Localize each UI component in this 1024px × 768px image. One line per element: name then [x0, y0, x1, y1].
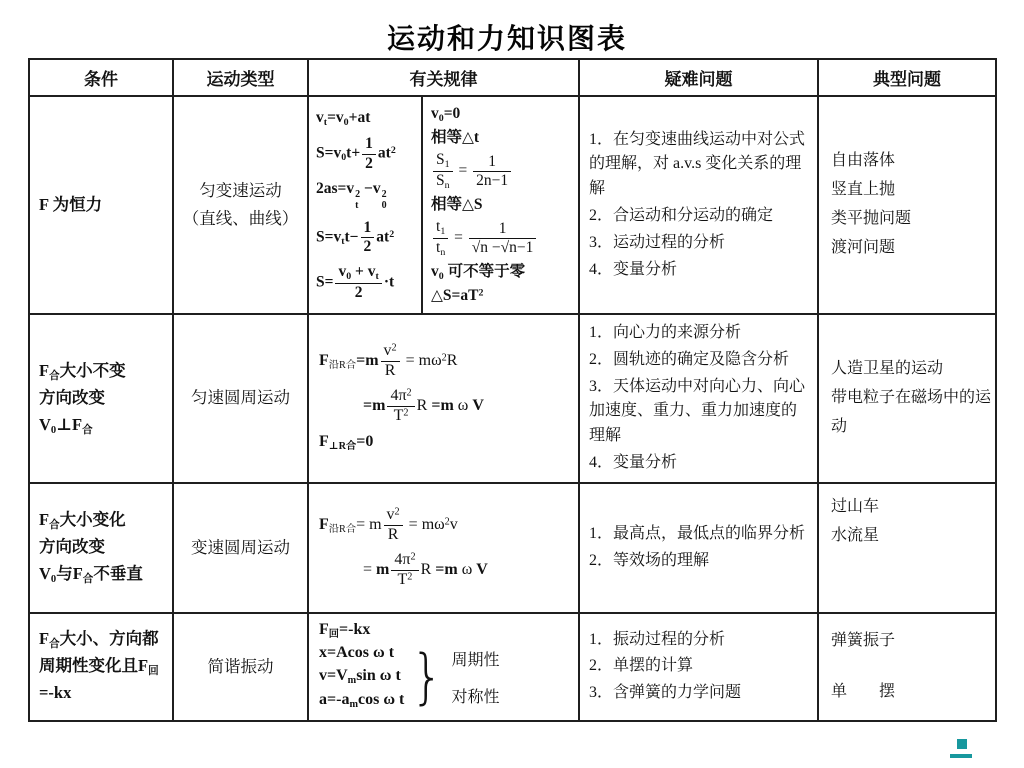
- list-item: 4．变量分析: [589, 260, 678, 278]
- cell-rules-3: [308, 483, 579, 613]
- formula-line: 相等△S: [431, 196, 483, 214]
- row-uniform-acceleration: [29, 96, 996, 314]
- row-simple-harmonic-motion: [29, 613, 996, 721]
- formula-line: $v_0$ 可不等于零: [431, 263, 526, 282]
- cell-difficult-2: [579, 314, 818, 483]
- formula-line: 相等△t: [431, 129, 480, 147]
- cell-difficult-4: [579, 613, 818, 721]
- brace-glyph: }: [411, 642, 444, 713]
- list-item: 1．最高点，最低点的临界分析: [589, 524, 806, 542]
- formula-line: =m $\frac{4\pi^2}{T^2}$ R =m ω V: [363, 386, 484, 424]
- motion-line: （直线、曲线）: [182, 209, 299, 228]
- rules-box: [309, 331, 578, 465]
- list-item: 弹簧振子: [831, 631, 896, 649]
- cell-rules-1: [308, 96, 579, 314]
- formula-group: [319, 642, 578, 713]
- condition-line: 方向改变: [39, 388, 105, 408]
- formula-line: $\frac{t_1}{t_n}$ = $\frac{1}{√n -√n-1}$: [431, 219, 576, 258]
- list-item: 渡河问题: [831, 238, 896, 256]
- formula-line: $v=V_m\sin$ ω t: [319, 667, 401, 687]
- formula-line: 2as=v 2 t −v 2 0: [316, 180, 387, 211]
- condition-line: $F_合$大小、方向都: [39, 629, 159, 651]
- condition-line: $V_0\perp F_合$: [39, 414, 93, 436]
- rules-left-column: [309, 97, 423, 313]
- cell-motion-type-1: [173, 96, 308, 314]
- formula-line: $F_{沿R合}=m$ $\frac{v^2}{R}$ = $m\omega^2R$: [319, 342, 458, 380]
- motion-line: 变速圆周运动: [191, 537, 290, 557]
- formula-line: $S=v_0t+$ $\frac{1}{2}$ $at^2$: [316, 135, 396, 172]
- cell-rules-2: [308, 314, 579, 483]
- rules-subcolumns: [309, 97, 578, 313]
- formula-line: x=Acos ω t: [319, 643, 395, 661]
- cell-rules-4: [308, 613, 579, 721]
- cell-difficult-3: [579, 483, 818, 613]
- list-item: 2．合运动和分运动的确定: [589, 207, 774, 224]
- cell-condition-2: [29, 314, 173, 483]
- header-typical-problems: 典型问题: [818, 59, 996, 96]
- cell-motion-type-3: [173, 483, 308, 613]
- cell-condition-1: [29, 96, 173, 314]
- motion-line: 匀变速运动: [199, 180, 282, 200]
- condition-line: =-kx: [39, 683, 72, 703]
- formula-line: $F_{\perp R合}=0$: [319, 433, 374, 453]
- cell-motion-type-4: [173, 613, 308, 721]
- header-motion-type: 运动类型: [173, 59, 308, 96]
- formula-line: = m $\frac{4\pi^2}{T^2}$ R =m ω V: [363, 550, 488, 588]
- list-item: 自由落体: [831, 152, 896, 170]
- rules-box: [309, 619, 578, 715]
- motion-line: 简谐振动: [207, 656, 274, 676]
- footer-mark-underline: [950, 754, 972, 758]
- group-label: 对称性: [451, 689, 500, 707]
- list-item: 3．天体运动中对向心力、向心加速度、重力、重力加速度的理解: [589, 377, 806, 445]
- formula-line: $a=-a_m\cos$ ω t: [319, 691, 405, 711]
- formula-line: $F_回=-kx$: [319, 620, 371, 640]
- cell-difficult-1: [579, 96, 818, 314]
- list-item: 1．向心力的来源分析: [589, 324, 742, 341]
- motion-line: 匀速圆周运动: [191, 388, 290, 408]
- list-item: 带电粒子在磁场中的运动: [831, 388, 992, 435]
- cell-motion-type-2: [173, 314, 308, 483]
- cell-typical-2: [818, 314, 996, 483]
- table-header-row: [29, 59, 996, 96]
- list-item: 2．圆轨迹的确定及隐含分析: [589, 350, 790, 368]
- condition-line: 方向改变: [39, 537, 105, 557]
- list-item: 3．运动过程的分析: [589, 233, 726, 251]
- condition-line: 周期性变化且$F_回$: [39, 656, 159, 678]
- formula-line: S= $\frac{v_0 + v_t}{2}$ ·t: [316, 262, 395, 302]
- list-item: 4．变量分析: [589, 453, 678, 471]
- cell-typical-1: [818, 96, 996, 314]
- formula-line: $v_0=0$: [431, 104, 461, 124]
- knowledge-table: [28, 58, 997, 722]
- group-label: 周期性: [451, 652, 500, 670]
- list-item: 人造卫星的运动: [831, 360, 944, 378]
- condition-line: $F_合$大小不变: [39, 360, 126, 382]
- list-item: 过山车: [831, 497, 880, 515]
- condition-line: $F_合$大小变化: [39, 510, 126, 532]
- list-item: 水流星: [831, 526, 880, 544]
- rules-box: [309, 495, 578, 600]
- list-item: 类平抛问题: [831, 210, 912, 227]
- rules-right-column: [423, 97, 578, 313]
- page-title: 运动和力知识图表: [386, 23, 627, 54]
- list-item: 2．单摆的计算: [589, 657, 694, 675]
- formula-line: $v_t=v_0+at$: [316, 108, 371, 128]
- formula-group-labels: [450, 647, 500, 707]
- cell-condition-3: [29, 483, 173, 613]
- condition-line: F 为恒力: [39, 194, 103, 214]
- list-item: 竖直上抛: [831, 181, 896, 199]
- formula-line: $S=v_tt-$ $\frac{1}{2}$ $at^2$: [316, 218, 395, 256]
- header-rules: 有关规律: [308, 59, 579, 96]
- cell-typical-3: [818, 483, 996, 613]
- header-condition: 条件: [29, 59, 173, 96]
- header-difficult-problems: 疑难问题: [579, 59, 818, 96]
- list-item: 1．在匀变速曲线运动中对公式的理解，对 a.v.s 变化关系的理解: [589, 130, 806, 198]
- footer-mark-square: [957, 739, 967, 749]
- formula-group-lines: [319, 642, 404, 713]
- cell-typical-4: [818, 613, 996, 721]
- row-nonuniform-circular-motion: [29, 483, 996, 613]
- list-item: 2．等效场的理解: [589, 551, 710, 569]
- list-item: 单 摆: [831, 682, 896, 700]
- list-item: 1．振动过程的分析: [589, 630, 726, 648]
- formula-line: $\triangle S=aT^2$: [431, 287, 484, 305]
- list-item: 3．含弹簧的力学问题: [589, 684, 742, 702]
- formula-line: $F_{沿R合}= m$ $\frac{v^2}{R}$ = $m\omega^2v$: [319, 506, 458, 543]
- formula-line: $\frac{S_1}{S_n}$ = $\frac{1}{2n-1}$: [431, 152, 576, 191]
- condition-line: $V_0$与$F_合$不垂直: [39, 564, 143, 586]
- cell-condition-4: [29, 613, 173, 721]
- row-uniform-circular-motion: [29, 314, 996, 483]
